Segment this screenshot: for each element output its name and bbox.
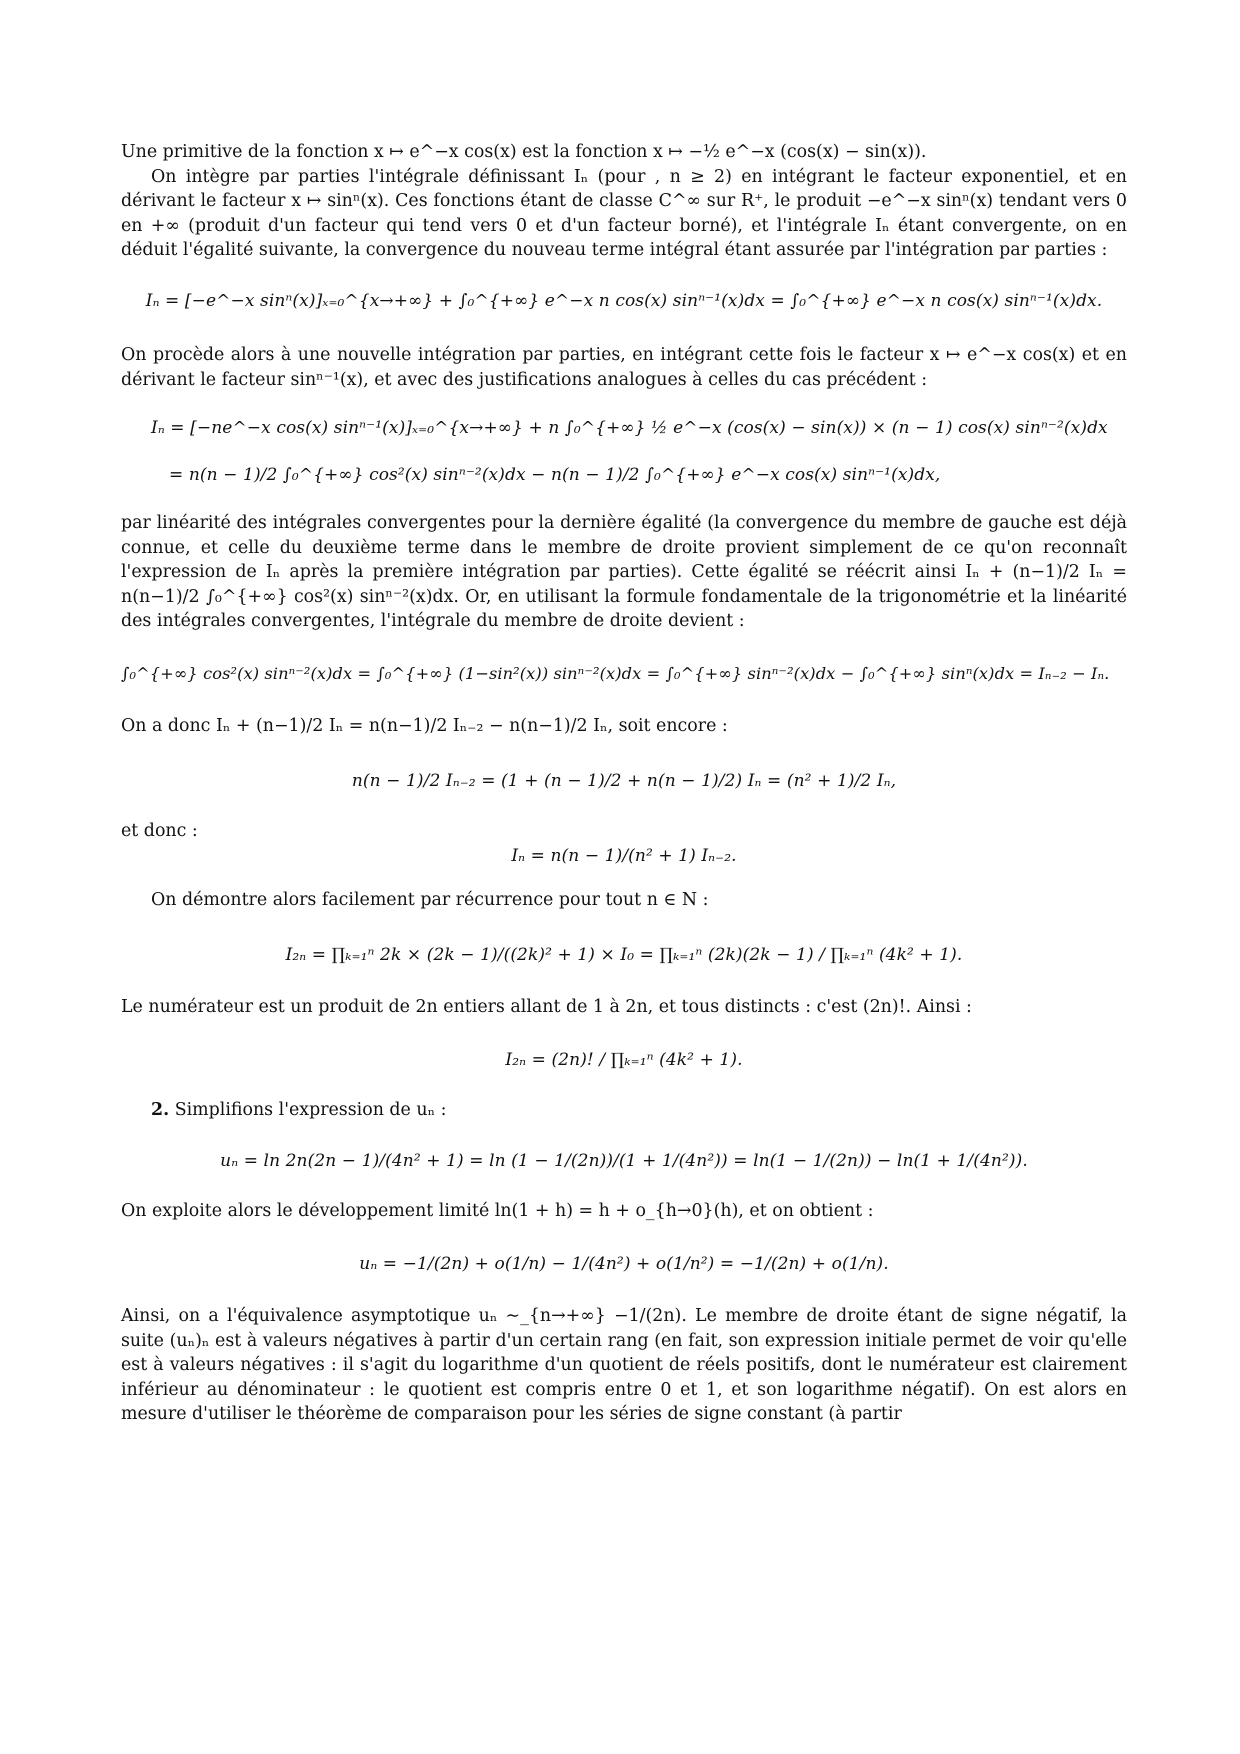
equation-in-first-ipp: Iₙ = [−e^−x sinⁿ(x)]ₓ₌₀^{x→+∞} + ∫₀^{+∞} e^−x n cos(x) sinⁿ⁻¹(x)dx = ∫₀^{+∞} e^−x n cos(x) sinⁿ⁻¹(x)dx. [145,290,1103,311]
equation-i2n-product: I₂ₙ = ∏ₖ₌₁ⁿ 2k × (2k − 1)/((2k)² + 1) × I₀ = ∏ₖ₌₁ⁿ (2k)(2k − 1) / ∏ₖ₌₁ⁿ (4k² + 1). [285,944,963,965]
equation-un-asymptotic: uₙ = −1/(2n) + o(1/n) − 1/(4n²) + o(1/n²) = −1/(2n) + o(1/n). [359,1253,889,1274]
section-number: 2. [151,1100,170,1120]
paragraph-on-a-donc: On a donc Iₙ + (n−1)/2 Iₙ = n(n−1)/2 Iₙ₋₂ − n(n−1)/2 Iₙ, soit encore : [121,716,728,736]
equation-cos2-integral: ∫₀^{+∞} cos²(x) sinⁿ⁻²(x)dx = ∫₀^{+∞} (1−sin²(x)) sinⁿ⁻²(x)dx = ∫₀^{+∞} sinⁿ⁻²(x)dx − ∫₀^{+∞} sinⁿ(x)dx = Iₙ₋₂ − Iₙ. [121,663,1110,683]
paragraph-second-ipp: On procède alors à une nouvelle intégration par parties, en intégrant cette fois le facteur x ↦ e^−x cos(x) et en dérivant le facteur sinⁿ⁻¹(x), et avec des justifications analogues à celles du cas précédent : [121,345,1127,390]
paragraph-section-2 [121,1098,1127,1123]
equation-block-second-ipp [121,416,1127,487]
equation-i2n-factorial: I₂ₙ = (2n)! / ∏ₖ₌₁ⁿ (4k² + 1). [505,1049,743,1070]
paragraph-equivalence: Ainsi, on a l'équivalence asymptotique uₙ ∼_{n→+∞} −1/(2n). Le membre de droite étant de signe négatif, la suite (uₙ)ₙ est à valeurs négatives à partir d'un certain rang (en fait, son expression initiale permet de voir qu'elle est à valeurs négatives : il s'agit du logarithme d'un quotient de réels positifs, dont le numérateur est clairement inférieur au dénominateur : le quotient est compris entre 0 et 1, et son logarithme négatif). On est alors en mesure d'utiliser le théorème de comparaison pour les séries de signe constant (à partir [121,1306,1127,1424]
paragraph-linearite: par linéarité des intégrales convergentes pour la dernière égalité (la convergence du membre de gauche est déjà connue, et celle du deuxième terme dans le membre de droite provient simplement de ce qu'on reconnaît l'expression de Iₙ après la première intégration par parties). Cette égalité se réécrit ainsi Iₙ + (n−1)/2 Iₙ = n(n−1)/2 ∫₀^{+∞} cos²(x) sinⁿ⁻²(x)dx. Or, en utilisant la formule fondamentale de la trigonométrie et la linéarité des intégrales convergentes, l'intégrale du membre de droite devient : [121,513,1127,631]
equation-in-second-ipp-line1: Iₙ = [−ne^−x cos(x) sinⁿ⁻¹(x)]ₓ₌₀^{x→+∞} + n ∫₀^{+∞} ½ e^−x (cos(x) − sin(x)) × (n − 1) cos(x) sinⁿ⁻²(x)dx [151,418,1108,438]
paragraph-developpement-limite: On exploite alors le développement limité ln(1 + h) = h + o_{h→0}(h), et on obtient : [121,1201,874,1221]
equation-un-simplified: uₙ = ln 2n(2n − 1)/(4n² + 1) = ln (1 − 1/(2n))/(1 + 1/(4n²)) = ln(1 − 1/(2n)) − ln(1 + 1/(4n²)). [220,1150,1028,1171]
section-2-text: Simplifions l'expression de uₙ : [174,1100,447,1120]
paragraph-et-donc: et donc : [121,821,198,841]
paragraph-primitive: Une primitive de la fonction x ↦ e^−x cos(x) est la fonction x ↦ −½ e^−x (cos(x) − sin(x)). [121,142,927,162]
equation-in-second-ipp-line2: = n(n − 1)/2 ∫₀^{+∞} cos²(x) sinⁿ⁻²(x)dx − n(n − 1)/2 ∫₀^{+∞} e^−x cos(x) sinⁿ⁻¹(x)dx, [169,464,941,485]
paragraph-integration-parties: On intègre par parties l'intégrale définissant Iₙ (pour , n ≥ 2) en intégrant le facteur exponentiel, et en dérivant le facteur x ↦ sinⁿ(x). Ces fonctions étant de classe C^∞ sur R⁺, le produit −e^−x sinⁿ(x) tendant vers 0 en +∞ (produit d'un facteur qui tend vers 0 et d'un facteur borné), et l'intégrale Iₙ étant convergente, on en déduit l'égalité suivante, la convergence du nouveau terme intégral étant assurée par l'intégration par parties : [121,166,1127,260]
equation-recurrence: Iₙ = n(n − 1)/(n² + 1) Iₙ₋₂. [511,845,737,866]
document-page [121,140,1127,1427]
equation-relation-in: n(n − 1)/2 Iₙ₋₂ = (1 + (n − 1)/2 + n(n − 1)/2) Iₙ = (n² + 1)/2 Iₙ, [351,770,897,791]
paragraph-recurrence: On démontre alors facilement par récurrence pour tout n ∈ N : [151,890,709,910]
paragraph-numerateur: Le numérateur est un produit de 2n entiers allant de 1 à 2n, et tous distincts : c'est (2n)!. Ainsi : [121,997,972,1017]
